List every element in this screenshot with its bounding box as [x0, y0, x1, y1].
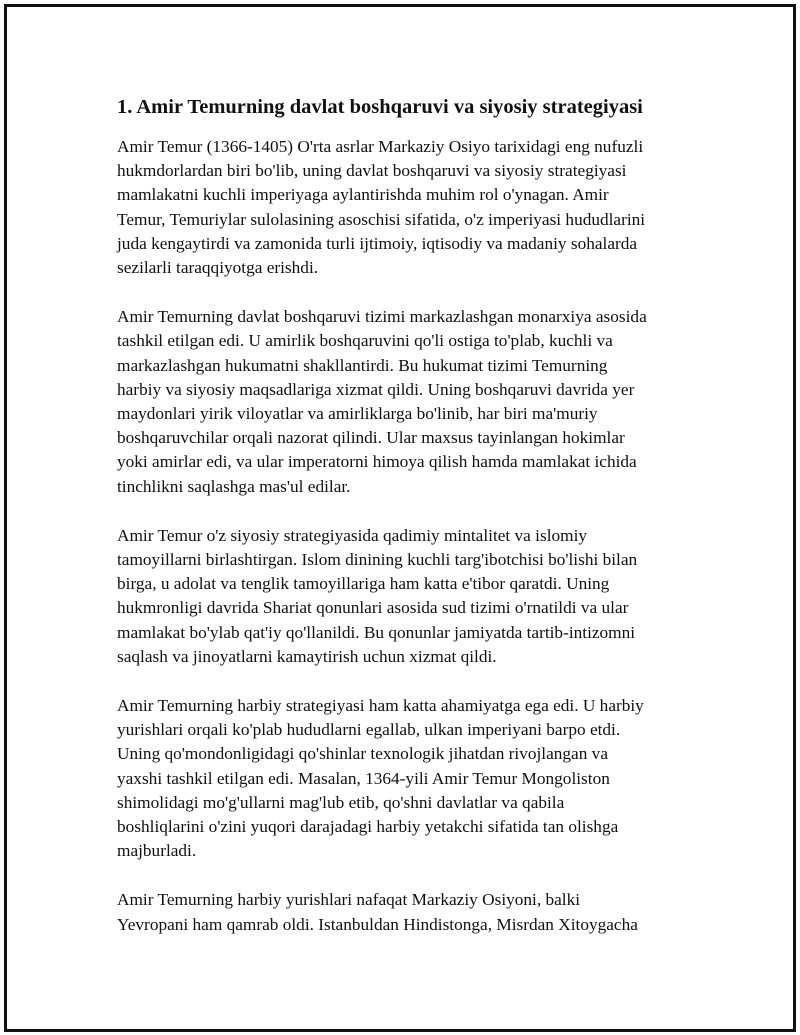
text-line: sezilarli taraqqiyotga erishdi. — [117, 258, 319, 278]
text-line: markazlashgan hukumatni shakllantirdi. Bu hukumat tizimi Temurning — [117, 355, 608, 375]
text-line: shimolidagi mo'g'ullarni mag'lub etib, qo'shni davlatlar va qabila — [117, 792, 565, 812]
text-line: juda kengaytirdi va zamonida turli ijtimoiy, iqtisodiy va madaniy sohalarda — [117, 233, 638, 253]
text-line: birga, u adolat va tenglik tamoyillariga ham katta e'tibor qaratdi. Uning — [117, 574, 610, 594]
text-line: maydonlari yirik viloyatlar va amirliklarga bo'linib, har biri ma'muriy — [117, 404, 598, 424]
text-line: Amir Temurning davlat boshqaruvi tizimi markazlashgan monarxiya asosida — [117, 307, 647, 327]
text-line: Amir Temurning harbiy yurishlari nafaqat Markaziy Osiyoni, balki — [117, 890, 581, 910]
text-line: tamoyillarni birlashtirgan. Islom dinining kuchli targ'ibotchisi bo'lishi bilan — [117, 550, 638, 570]
text-line: tashkil etilgan edi. U amirlik boshqaruvini qo'li ostiga to'plab, kuchli va — [117, 331, 613, 351]
section-heading: 1. Amir Temurning davlat boshqaruvi va siyosiy strategiyasi — [117, 96, 643, 118]
text-line: yoki amirlar edi, va ular imperatorni himoya qilish hamda mamlakat ichida — [117, 452, 637, 472]
document-body — [117, 93, 687, 962]
text-line: yaxshi tashkil etilgan edi. Masalan, 1364-yili Amir Temur Mongoliston — [117, 768, 610, 788]
paragraph-3 — [117, 524, 687, 669]
text-line: hukmdorlardan biri bo'lib, uning davlat boshqaruvi va siyosiy strategiyasi — [117, 161, 627, 181]
paragraph-2 — [117, 305, 687, 499]
text-line: Uning qo'mondonligidagi qo'shinlar texnologik jihatdan rivojlangan va — [117, 744, 608, 764]
text-line: tinchlikni saqlashga mas'ul edilar. — [117, 476, 351, 496]
text-line: boshliqlarini o'zini yuqori darajadagi harbiy yetakchi sifatida tan olishga — [117, 817, 619, 837]
text-line: saqlash va jinoyatlarni kamaytirish uchun xizmat qildi. — [117, 646, 497, 666]
text-line: mamlakat bo'ylab qat'iy qo'llanildi. Bu qonunlar jamiyatda tartib-intizomni — [117, 622, 636, 642]
text-line: mamlakatni kuchli imperiyaga aylantirishda muhim rol o'ynagan. Amir — [117, 185, 609, 205]
text-line: yurishlari orqali ko'plab hududlarni egallab, ulkan imperiyani barpo etdi. — [117, 720, 621, 740]
text-line: Amir Temurning harbiy strategiyasi ham katta ahamiyatga ega edi. U harbiy — [117, 696, 644, 716]
text-line: boshqaruvchilar orqali nazorat qilindi. Ular maxsus tayinlangan hokimlar — [117, 428, 625, 448]
text-line: hukmronligi davrida Shariat qonunlari asosida sud tizimi o'rnatildi va ular — [117, 598, 629, 618]
text-line: harbiy va siyosiy maqsadlariga xizmat qildi. Uning boshqaruvi davrida yer — [117, 379, 635, 399]
text-line: Amir Temur (1366-1405) O'rta asrlar Markaziy Osiyo tarixidagi eng nufuzli — [117, 137, 644, 156]
paragraph-4 — [117, 694, 687, 863]
text-line: Amir Temur o'z siyosiy strategiyasida qadimiy mintalitet va islomiy — [117, 525, 588, 545]
paragraph-5 — [117, 888, 687, 936]
paragraph-1 — [117, 135, 687, 280]
text-line: Yevropani ham qamrab oldi. Istanbuldan Hindistonga, Misrdan Xitoygacha — [117, 914, 638, 934]
text-line: Temur, Temuriylar sulolasining asoschisi sifatida, o'z imperiyasi hududlarini — [117, 209, 646, 229]
text-line: majburladi. — [117, 841, 197, 861]
